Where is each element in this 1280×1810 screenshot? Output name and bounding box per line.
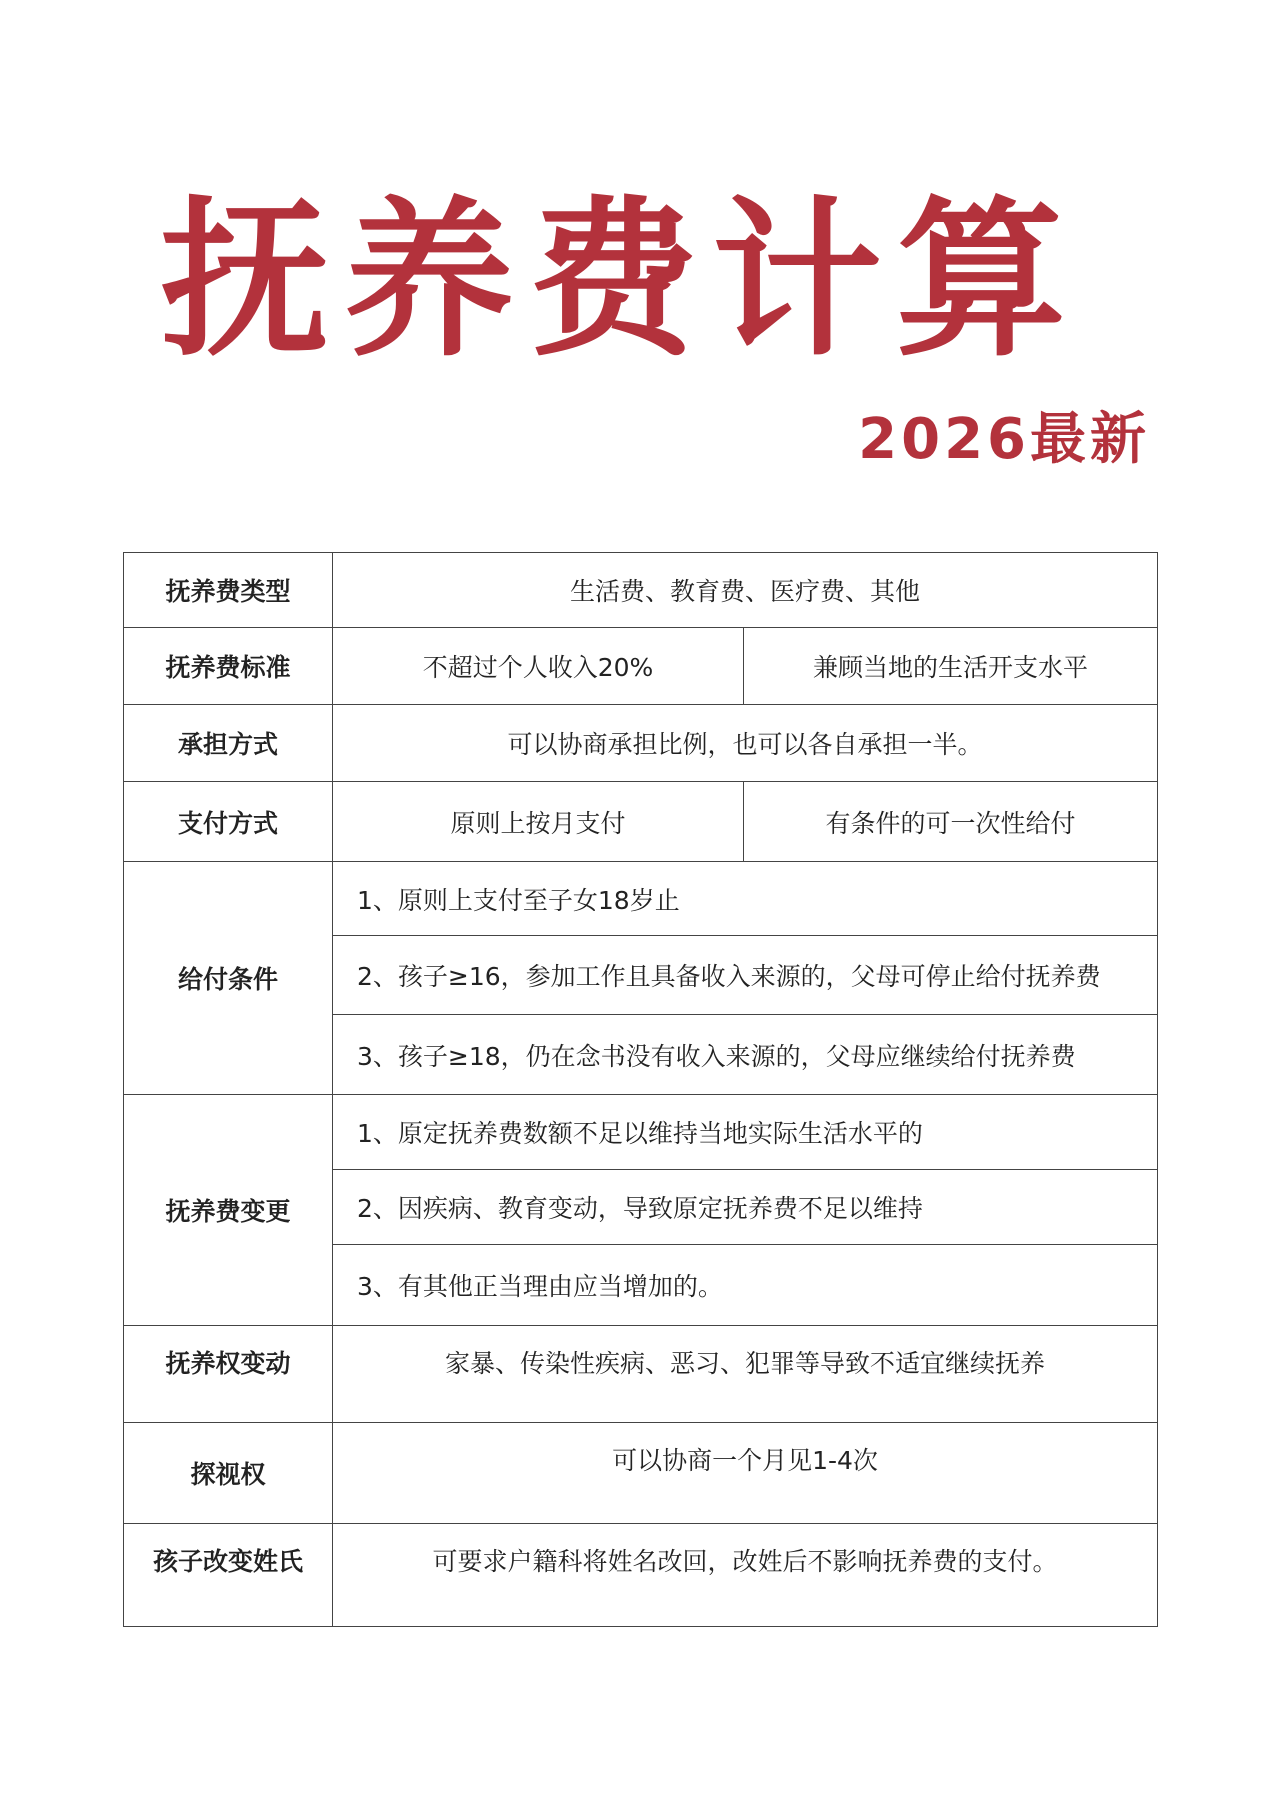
row-value-left: 不超过个人收入20%	[333, 628, 744, 705]
table-row	[124, 782, 1158, 862]
row-value: 可以协商承担比例，也可以各自承担一半。	[333, 705, 1158, 782]
list-item: 2、孩子≥16，参加工作且具备收入来源的，父母可停止给付抚养费	[333, 936, 1158, 1015]
list-item: 1、原则上支付至子女18岁止	[333, 862, 1158, 936]
table-row	[124, 1095, 1158, 1170]
table-row	[124, 628, 1158, 705]
page-title: 抚养费计算	[160, 180, 1081, 380]
table-row	[124, 553, 1158, 628]
list-item: 3、孩子≥18，仍在念书没有收入来源的，父母应继续给付抚养费	[333, 1015, 1158, 1095]
row-value: 生活费、教育费、医疗费、其他	[333, 553, 1158, 628]
row-value-left: 原则上按月支付	[333, 782, 744, 862]
row-label: 给付条件	[124, 862, 333, 1095]
alimony-table	[123, 552, 1158, 1627]
row-label: 探视权	[124, 1423, 333, 1524]
row-label: 抚养权变动	[124, 1326, 333, 1423]
row-label: 孩子改变姓氏	[124, 1524, 333, 1627]
row-label: 支付方式	[124, 782, 333, 862]
row-label: 抚养费类型	[124, 553, 333, 628]
row-value: 家暴、传染性疾病、恶习、犯罪等导致不适宜继续抚养	[333, 1326, 1158, 1423]
table-row	[124, 1326, 1158, 1423]
table-row	[124, 862, 1158, 936]
table-row	[124, 1423, 1158, 1524]
page-subtitle: 2026最新	[858, 407, 1150, 472]
row-label: 承担方式	[124, 705, 333, 782]
list-item: 3、有其他正当理由应当增加的。	[333, 1245, 1158, 1326]
list-item: 2、因疾病、教育变动，导致原定抚养费不足以维持	[333, 1170, 1158, 1245]
row-label: 抚养费变更	[124, 1095, 333, 1326]
row-value: 可以协商一个月见1-4次	[333, 1423, 1158, 1524]
row-value-right: 有条件的可一次性给付	[744, 782, 1158, 862]
table-row	[124, 705, 1158, 782]
row-value-right: 兼顾当地的生活开支水平	[744, 628, 1158, 705]
table-row	[124, 1524, 1158, 1627]
row-label: 抚养费标准	[124, 628, 333, 705]
list-item: 1、原定抚养费数额不足以维持当地实际生活水平的	[333, 1095, 1158, 1170]
row-value: 可要求户籍科将姓名改回，改姓后不影响抚养费的支付。	[333, 1524, 1158, 1627]
